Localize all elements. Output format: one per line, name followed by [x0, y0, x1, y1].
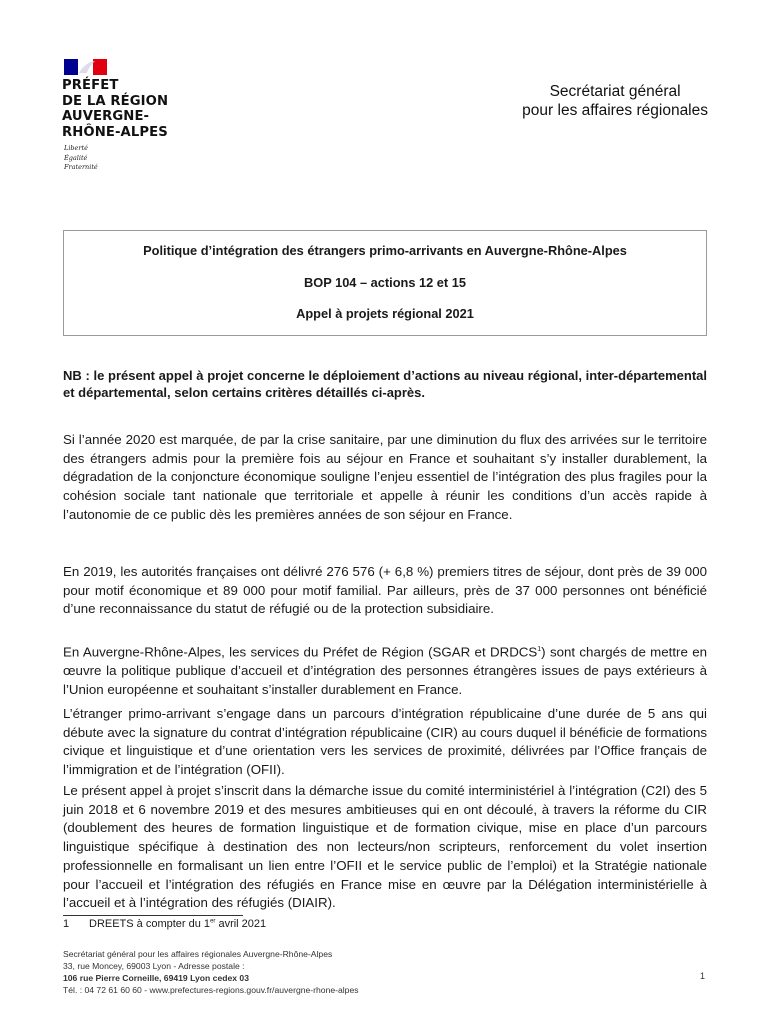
footnote-ref: 1 [537, 646, 542, 653]
page-number: 1 [700, 971, 706, 981]
paragraph-regional-services [63, 641, 707, 700]
footer-contact: Tél. : 04 72 61 60 60 - www.prefectures-regions.gouv.fr/auvergne-rhone-alpes [63, 985, 359, 995]
prefecture-line: AUVERGNE- [62, 109, 150, 125]
paragraph-integration-path: L’étranger primo-arrivant s’engage dans un parcours d’intégration républicaine d’une durée de 5 ans qui débute avec la signature du contrat d’intégration républicaine (CIR) au cours duquel il bénéficie de formations civique et linguistique et d’une orientation vers les services de proximité, délivrées par l’Office français de l’immigration et de l’intégration (OFII). [63, 706, 707, 778]
budget-programme: BOP 104 – actions 12 et 15 [304, 275, 466, 290]
prefecture-name [62, 78, 202, 140]
motto-line: Liberté [64, 144, 88, 152]
title-box [63, 230, 707, 336]
call-for-projects: Appel à projets régional 2021 [296, 306, 474, 321]
footer-postal-address: 106 rue Pierre Corneille, 69419 Lyon cedex 03 [63, 973, 249, 983]
motto-line: Fraternité [64, 163, 98, 171]
motto-line: Égalité [64, 153, 88, 162]
prefecture-line: RHÔNE-ALPES [62, 124, 168, 140]
page-footer [63, 948, 359, 996]
organization-line: pour les affaires régionales [522, 102, 708, 119]
republic-motto [64, 144, 98, 173]
footnote-text: DREETS à compter du 1 [89, 918, 211, 930]
footnote-text: avril 2021 [215, 918, 267, 930]
flag-blue-band [64, 59, 78, 75]
marianne-logo-icon [64, 59, 107, 75]
paragraph-framework: Le présent appel à projet s’inscrit dans la démarche issue du comité interministériel à l’intégration (C2I) des 5 juin 2018 et 6 novembre 2019 et des mesures ambitieuses qui en ont découlé, à travers la réforme du CIR (doublement des heures de formation linguistique et de formation civique, mise en place d’un parcours linguistique spécifique à destination des non lecteurs/non scripteurs, renforcement du volet insertion professionnelle en formalisant un lien entre l’OFII et le service public de l’emploi) et la Stratégie nationale pour l’accueil et l’intégration des réfugiés en France mise en œuvre par la Délégation interministérielle à l’accueil et à l’intégration des réfugiés (DIAIR). [63, 783, 707, 911]
prefecture-line: DE LA RÉGION [62, 93, 169, 109]
prefecture-line: PRÉFET [62, 78, 119, 93]
paragraph-text: En Auvergne-Rhône-Alpes, les services du Préfet de Région (SGAR et DRDCS [63, 644, 538, 660]
organization-line: Secrétariat général [549, 83, 681, 100]
footer-line: Secrétariat général pour les affaires régionales Auvergne-Rhône-Alpes [63, 949, 333, 959]
footer-address-text: 33, rue Moncey, 69003 Lyon - Adresse postale : [63, 961, 245, 971]
footnote [63, 918, 266, 930]
paragraph-text: ) sont chargés de mettre en œuvre la politique publique d’accueil et d’intégration des personnes étrangères issues de pays extérieurs à l’Union européenne et souhaitant s’installer durablement en France. [63, 644, 707, 697]
document-title: Politique d’intégration des étrangers primo-arrivants en Auvergne-Rhône-Alpes [143, 243, 627, 258]
footnote-number: 1 [63, 918, 70, 930]
footnote-superscript: er [210, 918, 216, 925]
organization-heading [522, 82, 708, 120]
flag-red-band [93, 59, 107, 75]
paragraph-context: Si l’année 2020 est marquée, de par la crise sanitaire, par une diminution du flux des arrivées sur le territoire des étrangers admis pour la première fois au séjour en France et souhaitant s’y installer durablement, la dégradation de la conjoncture économique souligne l’enjeu essentiel de l’intégration des plus fragiles pour la cohésion sociale tant nationale que territoriale et appelle à réunir les conditions d’un accès rapide à l’autonomie de ce public dès les premières années de son séjour en France. [63, 432, 707, 522]
paragraph-statistics: En 2019, les autorités françaises ont délivré 276 576 (+ 6,8 %) premiers titres de séjour, dont près de 39 000 pour motif économique et 89 000 pour motif familial. Par ailleurs, près de 37 000 personnes ont bénéficié d’une reconnaissance du statut de réfugié ou de la protection subsidiaire. [63, 564, 707, 617]
nb-notice: NB : le présent appel à projet concerne le déploiement d’actions au niveau régional, inter-départemental et départemental, selon certains critères détaillés ci-après. [63, 368, 707, 400]
footnote-divider [63, 915, 243, 916]
footer-address [63, 960, 359, 984]
